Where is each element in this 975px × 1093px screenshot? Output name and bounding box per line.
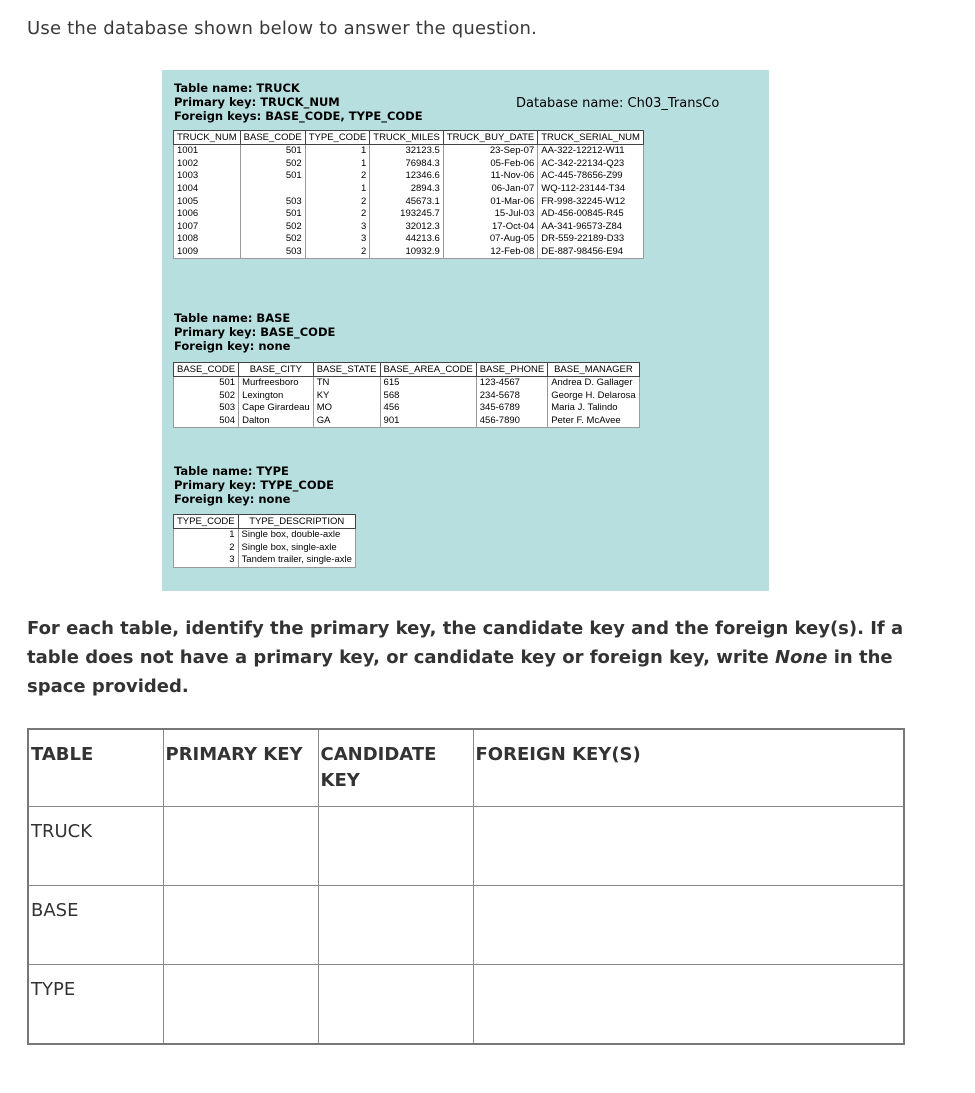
type-foreign-key: Foreign key: none [174, 492, 291, 506]
base-foreign-key: Foreign key: none [174, 339, 291, 353]
table-row [174, 402, 640, 415]
table-cell: 2 [305, 170, 370, 183]
answer-row-base [28, 886, 904, 965]
table-cell: 2 [305, 195, 370, 208]
table-cell: 123-4567 [476, 377, 547, 390]
answer-row-type [28, 965, 904, 1045]
database-figure [162, 70, 769, 591]
column-header: BASE_MANAGER [548, 363, 639, 377]
answer-candidate-key-cell[interactable] [318, 807, 473, 886]
table-cell: 503 [240, 195, 305, 208]
table-row [174, 554, 356, 567]
table-cell: 3 [174, 554, 239, 567]
table-cell: 1006 [174, 208, 241, 221]
table-cell: Cape Girardeau [239, 402, 314, 415]
table-cell: 10932.9 [370, 246, 444, 259]
question-text [27, 614, 927, 701]
table-row [174, 145, 644, 158]
table-cell: Lexington [239, 390, 314, 403]
table-cell: 456-7890 [476, 415, 547, 428]
table-cell: Single box, single-axle [238, 542, 355, 555]
base-table-name: Table name: BASE [174, 311, 291, 325]
table-row [174, 529, 356, 542]
table-row [174, 170, 644, 183]
table-cell: Maria J. Talindo [548, 402, 639, 415]
table-cell: 32123.5 [370, 145, 444, 158]
table-cell: 76984.3 [370, 158, 444, 171]
column-header: BASE_STATE [313, 363, 380, 377]
table-cell: 45673.1 [370, 195, 444, 208]
answer-foreign-keys-cell[interactable] [473, 807, 904, 886]
column-header: BASE_CODE [174, 363, 239, 377]
column-header: TYPE_CODE [174, 515, 239, 529]
table-row [174, 542, 356, 555]
table-row [174, 246, 644, 259]
table-cell: 901 [380, 415, 476, 428]
header-candidate-key: CANDIDATE KEY [318, 729, 473, 807]
column-header: TYPE_CODE [305, 131, 370, 145]
truck-table-header [174, 81, 423, 123]
table-cell: 2 [305, 246, 370, 259]
table-cell: 1004 [174, 183, 241, 196]
question-part1: For each table, identify the primary key, the candidate key and the foreign key(s). If a table does not have a primary key, or candidate key or foreign key, write [27, 618, 904, 668]
table-cell: 3 [305, 233, 370, 246]
truck-primary-key: Primary key: TRUCK_NUM [174, 95, 340, 109]
table-cell: 503 [174, 402, 239, 415]
table-cell: 1 [305, 158, 370, 171]
db-header-row [174, 515, 356, 529]
table-cell: DE-887-98456-E94 [538, 246, 644, 259]
table-cell: 615 [380, 377, 476, 390]
table-row [174, 208, 644, 221]
answer-candidate-key-cell[interactable] [318, 886, 473, 965]
answer-foreign-keys-cell[interactable] [473, 965, 904, 1045]
table-cell: Tandem trailer, single-axle [238, 554, 355, 567]
table-cell: 501 [174, 377, 239, 390]
table-cell: 11-Nov-06 [443, 170, 537, 183]
table-row [174, 415, 640, 428]
type-primary-key: Primary key: TYPE_CODE [174, 478, 335, 492]
table-cell: 07-Aug-05 [443, 233, 537, 246]
answer-header-row [28, 729, 904, 807]
table-cell: 193245.7 [370, 208, 444, 221]
table-cell: Peter F. McAvee [548, 415, 639, 428]
table-cell: 501 [240, 145, 305, 158]
base-primary-key: Primary key: BASE_CODE [174, 325, 336, 339]
table-cell: 1003 [174, 170, 241, 183]
db-header-row [174, 131, 644, 145]
table-cell: AA-322-12212-W11 [538, 145, 644, 158]
column-header: TRUCK_SERIAL_NUM [538, 131, 644, 145]
answer-table-name: BASE [28, 886, 163, 965]
table-cell: 456 [380, 402, 476, 415]
answer-foreign-keys-cell[interactable] [473, 886, 904, 965]
table-cell: 502 [174, 390, 239, 403]
table-cell: 3 [305, 221, 370, 234]
answer-candidate-key-cell[interactable] [318, 965, 473, 1045]
database-name: Database name: Ch03_TransCo [516, 96, 720, 111]
table-row [174, 221, 644, 234]
table-cell: 1 [305, 145, 370, 158]
table-cell: 504 [174, 415, 239, 428]
table-cell: 345-6789 [476, 402, 547, 415]
header-table: TABLE [28, 729, 163, 807]
answer-primary-key-cell[interactable] [163, 886, 318, 965]
table-cell: 15-Jul-03 [443, 208, 537, 221]
table-cell: 44213.6 [370, 233, 444, 246]
table-cell: 06-Jan-07 [443, 183, 537, 196]
table-cell: 1002 [174, 158, 241, 171]
table-cell [240, 183, 305, 196]
answer-primary-key-cell[interactable] [163, 965, 318, 1045]
table-cell: WQ-112-23144-T34 [538, 183, 644, 196]
truck-table-name: Table name: TRUCK [174, 81, 300, 95]
column-header: TYPE_DESCRIPTION [238, 515, 355, 529]
table-cell: 2894.3 [370, 183, 444, 196]
table-cell: 32012.3 [370, 221, 444, 234]
table-cell: 1 [305, 183, 370, 196]
table-cell: 234-5678 [476, 390, 547, 403]
table-cell: 1007 [174, 221, 241, 234]
table-cell: AD-456-00845-R45 [538, 208, 644, 221]
table-cell: GA [313, 415, 380, 428]
answer-row-truck [28, 807, 904, 886]
column-header: TRUCK_NUM [174, 131, 241, 145]
table-cell: TN [313, 377, 380, 390]
table-row [174, 183, 644, 196]
header-primary-key: PRIMARY KEY [163, 729, 318, 807]
db-header-row [174, 363, 640, 377]
column-header: BASE_CITY [239, 363, 314, 377]
column-header: BASE_CODE [240, 131, 305, 145]
table-cell: 502 [240, 233, 305, 246]
type-table-header [174, 464, 334, 506]
truck-table [173, 130, 644, 259]
column-header: BASE_PHONE [476, 363, 547, 377]
table-cell: 2 [305, 208, 370, 221]
table-cell: 1 [174, 529, 239, 542]
table-cell: 23-Sep-07 [443, 145, 537, 158]
table-cell: 502 [240, 221, 305, 234]
answer-table-name: TYPE [28, 965, 163, 1045]
table-cell: George H. Delarosa [548, 390, 639, 403]
table-row [174, 377, 640, 390]
table-cell: 17-Oct-04 [443, 221, 537, 234]
truck-foreign-keys: Foreign keys: BASE_CODE, TYPE_CODE [174, 109, 423, 123]
table-cell: 12-Feb-08 [443, 246, 537, 259]
table-cell: Single box, double-axle [238, 529, 355, 542]
table-row [174, 195, 644, 208]
table-cell: AA-341-96573-Z84 [538, 221, 644, 234]
table-cell: AC-342-22134-Q23 [538, 158, 644, 171]
table-cell: 1005 [174, 195, 241, 208]
table-cell: KY [313, 390, 380, 403]
answer-table-name: TRUCK [28, 807, 163, 886]
table-cell: 1008 [174, 233, 241, 246]
base-table-header [174, 311, 335, 353]
column-header: TRUCK_MILES [370, 131, 444, 145]
base-table [173, 362, 640, 428]
table-cell: 568 [380, 390, 476, 403]
table-cell: DR-559-22189-D33 [538, 233, 644, 246]
column-header: TRUCK_BUY_DATE [443, 131, 537, 145]
table-cell: AC-445-78656-Z99 [538, 170, 644, 183]
table-row [174, 233, 644, 246]
table-cell: 12346.6 [370, 170, 444, 183]
table-cell: Andrea D. Gallager [548, 377, 639, 390]
question-part2: in the space provided. [27, 647, 893, 697]
intro-text: Use the database shown below to answer the question. [27, 18, 538, 39]
table-row [174, 390, 640, 403]
answer-table [27, 728, 905, 1045]
table-cell: MO [313, 402, 380, 415]
table-cell: Murfreesboro [239, 377, 314, 390]
type-table [173, 514, 356, 568]
table-cell: 501 [240, 208, 305, 221]
type-table-name: Table name: TYPE [174, 464, 289, 478]
table-cell: 2 [174, 542, 239, 555]
answer-primary-key-cell[interactable] [163, 807, 318, 886]
header-foreign-keys: FOREIGN KEY(S) [473, 729, 904, 807]
table-cell: 05-Feb-06 [443, 158, 537, 171]
table-cell: Dalton [239, 415, 314, 428]
table-cell: 1009 [174, 246, 241, 259]
table-cell: 503 [240, 246, 305, 259]
table-row [174, 158, 644, 171]
table-cell: 502 [240, 158, 305, 171]
table-cell: FR-998-32245-W12 [538, 195, 644, 208]
table-cell: 501 [240, 170, 305, 183]
table-cell: 01-Mar-06 [443, 195, 537, 208]
question-emphasis: None [775, 647, 828, 668]
column-header: BASE_AREA_CODE [380, 363, 476, 377]
table-cell: 1001 [174, 145, 241, 158]
